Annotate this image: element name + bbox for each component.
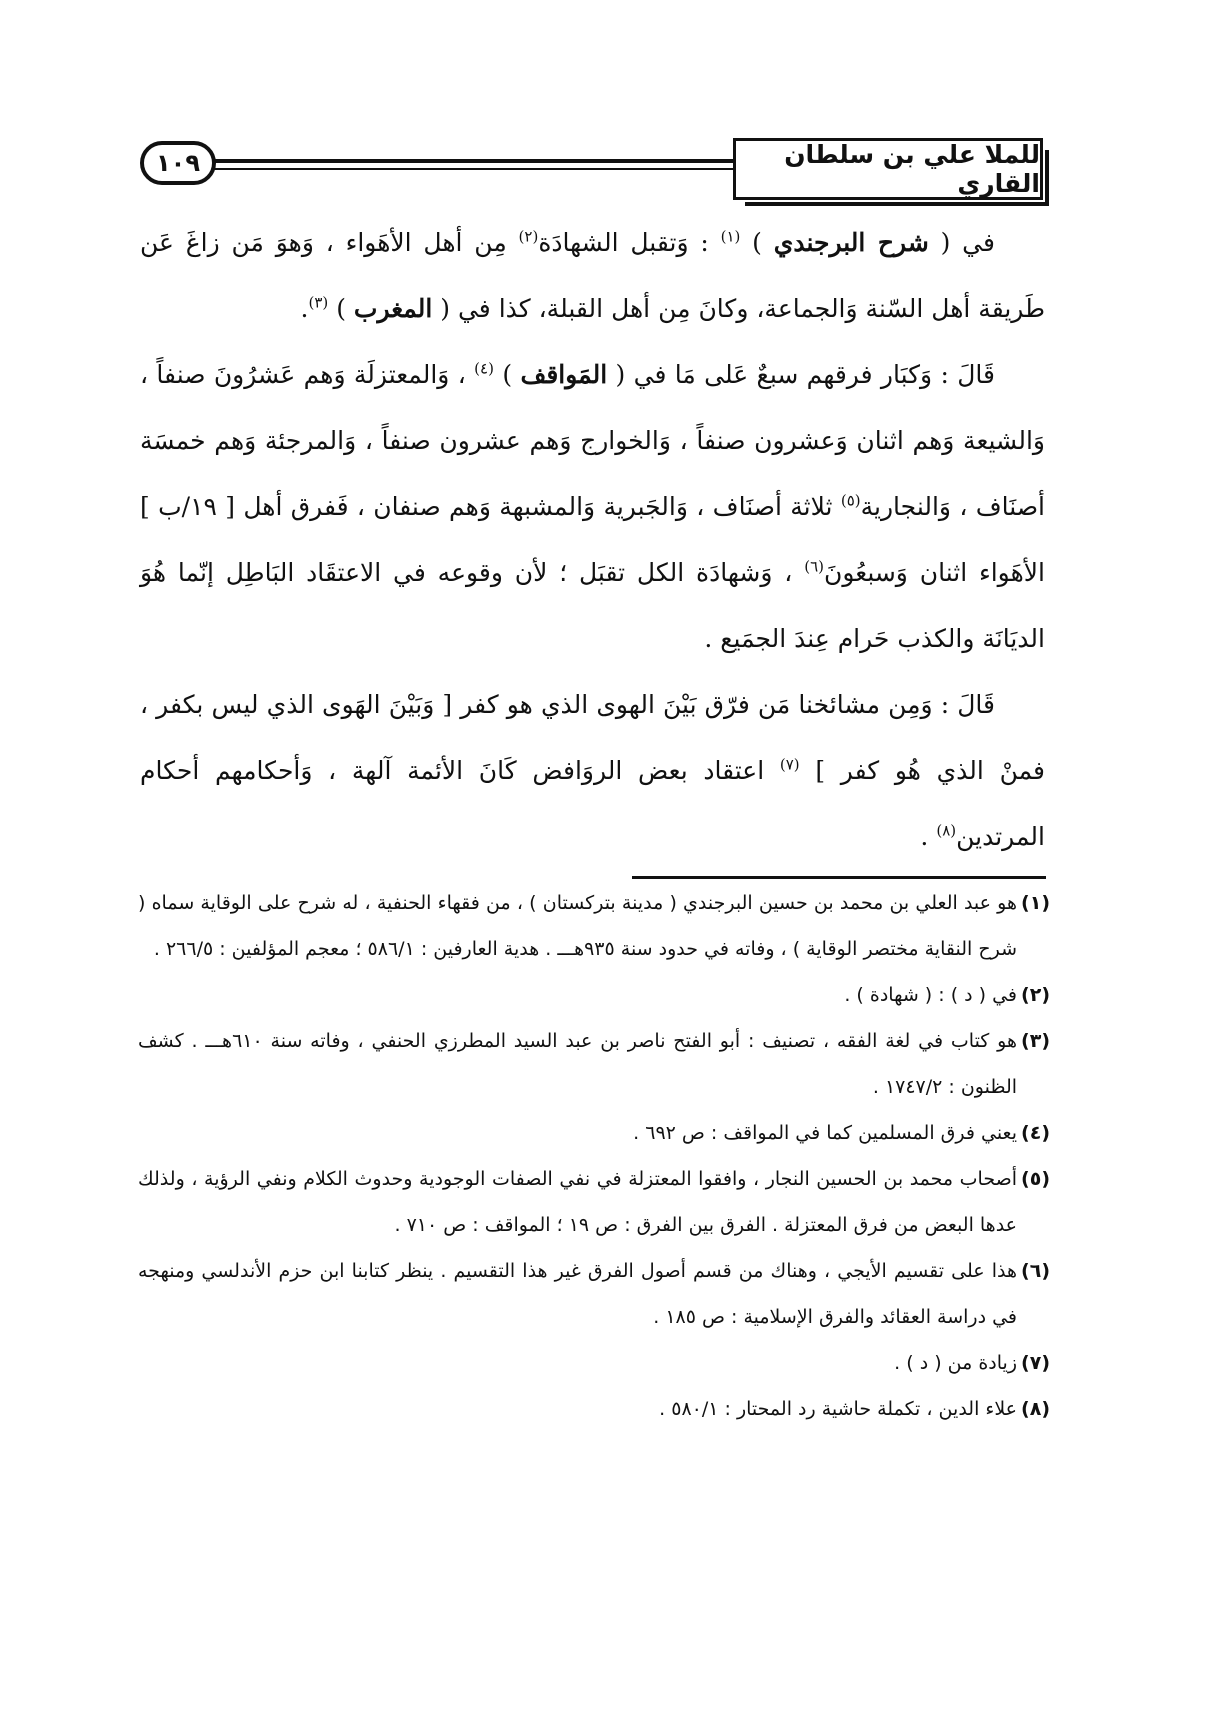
footnote-number: (٤): [1021, 1122, 1050, 1144]
footnotes: [138, 880, 1050, 1432]
paragraph-3: [140, 672, 1045, 870]
footnote-1: [138, 880, 1050, 972]
text-run: اعتقاد بعض الروَافض كَانَ الأئمة آلهة ، وَأحكامهم أحكام المرتدين: [140, 756, 1045, 851]
running-title-box: [733, 138, 1043, 200]
text-run: .: [920, 822, 929, 851]
paragraph-1: [140, 210, 1045, 342]
footnote-text: هو عبد العلي بن محمد بن حسين البرجندي ( مدينة بتركستان ) ، من فقهاء الحنفية ، له شرح على الوقاية سماه ( شرح النقاية مختصر الوقاية ) ، وفاته في حدود سنة ٩٣٥هـــ . هدية العارفين : ٥٨٦/١ ؛ معجم المؤلفين : ٢٦٦/٥ .: [138, 892, 1018, 960]
text-run: : وَتقبل الشهادَة: [538, 228, 709, 257]
text-run: مِن أهل الأهَواء ، وَهوَ مَن زاغَ عَن طَريقة أهل السّنة وَالجماعة، وكانَ مِن أهل القبلة، كذا في (: [140, 228, 1045, 323]
main-text: [140, 210, 1045, 870]
footnote-2: [138, 972, 1050, 1018]
footnote-text: في ( د ) : ( شهادة ) .: [844, 984, 1018, 1006]
footnote-5: [138, 1156, 1050, 1248]
footnote-8: [138, 1386, 1050, 1432]
running-title: للملا علي بن سلطان القاري: [784, 140, 1040, 198]
footnote-ref: (٥): [840, 491, 861, 510]
text-run: ثلاثة أصنَاف ، وَالجَبرية وَالمشبهة وَهم صنفان ، فَفرق أهل [ ١٩/ب ] الأهَواء اثنان وَسبعُونَ: [140, 492, 1045, 587]
footnote-ref: (٧): [779, 755, 800, 774]
footnote-4: [138, 1110, 1050, 1156]
footnote-text: هذا على تقسيم الأيجي ، وهناك من قسم أصول الفرق غير هذا التقسيم . ينظر كتابنا ابن حزم الأندلسي ومنهجه في دراسة العقائد والفرق الإسلامية : ص ١٨٥ .: [138, 1260, 1018, 1328]
text-run: ، وَالمعتزلَة وَهم عَشرُونَ صنفاً ، وَالشيعة وَهم اثنان وَعشرون صنفاً ، وَالخوارج وَهم عشرون صنفاً ، وَالمرجئة وَهم خمسَة أصنَاف ، وَالنجارية: [140, 360, 1045, 521]
text-run: ): [502, 360, 513, 389]
text-run: .: [300, 294, 309, 323]
footnote-number: (١): [1021, 892, 1050, 914]
footnote-number: (٨): [1021, 1398, 1050, 1420]
text-run: ، وَشهادَة الكل تقبَل ؛ لأن وقوعه في الاعتقَاد البَاطِل إنّما هُوَ الديَانَة والكذب حَرام عِندَ الجمَيع .: [140, 558, 1045, 653]
text-run: قَالَ : وَكبَار فرقهم سبعٌ عَلى مَا في (: [615, 360, 995, 389]
text-run: في (: [940, 228, 995, 257]
footnote-ref: (٦): [804, 557, 824, 576]
text-run: ): [752, 228, 762, 257]
paragraph-2: [140, 342, 1045, 672]
footnote-text: أصحاب محمد بن الحسين النجار ، وافقوا المعتزلة في نفي الصفات الوجودية وحدوث الكلام ونفي الرؤية ، ولذلك عدها البعض من فرق المعتزلة . الفرق بين الفرق : ص ١٩ ؛ المواقف : ص ٧١٠ .: [138, 1168, 1018, 1236]
page-number: ١٠٩: [156, 149, 200, 177]
footnote-number: (٣): [1021, 1030, 1050, 1052]
footnote-separator: [632, 876, 1046, 879]
page-number-badge: [140, 141, 216, 185]
book-title: شرح البرجندي: [773, 228, 929, 257]
book-title: المغرب: [353, 294, 433, 323]
footnote-3: [138, 1018, 1050, 1110]
footnote-text: هو كتاب في لغة الفقه ، تصنيف : أبو الفتح ناصر بن عبد السيد المطرزي الحنفي ، وفاته سنة ٦١٠هـــ . كشف الظنون : ١٧٤٧/٢ .: [138, 1030, 1018, 1098]
footnote-6: [138, 1248, 1050, 1340]
footnote-number: (٢): [1021, 984, 1050, 1006]
header-rule: [210, 159, 735, 163]
header-rule-thin: [210, 168, 735, 170]
book-title: المَواقف: [520, 360, 608, 389]
footnote-ref: (٢): [518, 227, 539, 246]
footnote-text: علاء الدين ، تكملة حاشية رد المحتار : ٥٨٠/١ .: [659, 1398, 1018, 1420]
footnote-text: زيادة من ( د ) .: [894, 1352, 1018, 1374]
footnote-number: (٧): [1021, 1352, 1050, 1374]
footnote-ref: (٨): [936, 821, 957, 840]
footnote-number: (٦): [1021, 1260, 1050, 1282]
footnote-7: [138, 1340, 1050, 1386]
footnote-number: (٥): [1021, 1168, 1050, 1190]
footnote-ref: (٣): [308, 293, 329, 312]
footnote-ref: (٤): [474, 359, 494, 378]
text-run: قَالَ : وَمِن مشائخنا مَن فرّق بَيْنَ الهوى الذي هو كفر [ وَبَيْنَ الهَوى الذي ليس بكفر ، فمنْ الذي هُو كفر ]: [140, 690, 1045, 785]
footnote-text: يعني فرق المسلمين كما في المواقف : ص ٦٩٢ .: [633, 1122, 1018, 1144]
footnote-ref: (١): [720, 227, 741, 246]
text-run: ): [336, 294, 346, 323]
